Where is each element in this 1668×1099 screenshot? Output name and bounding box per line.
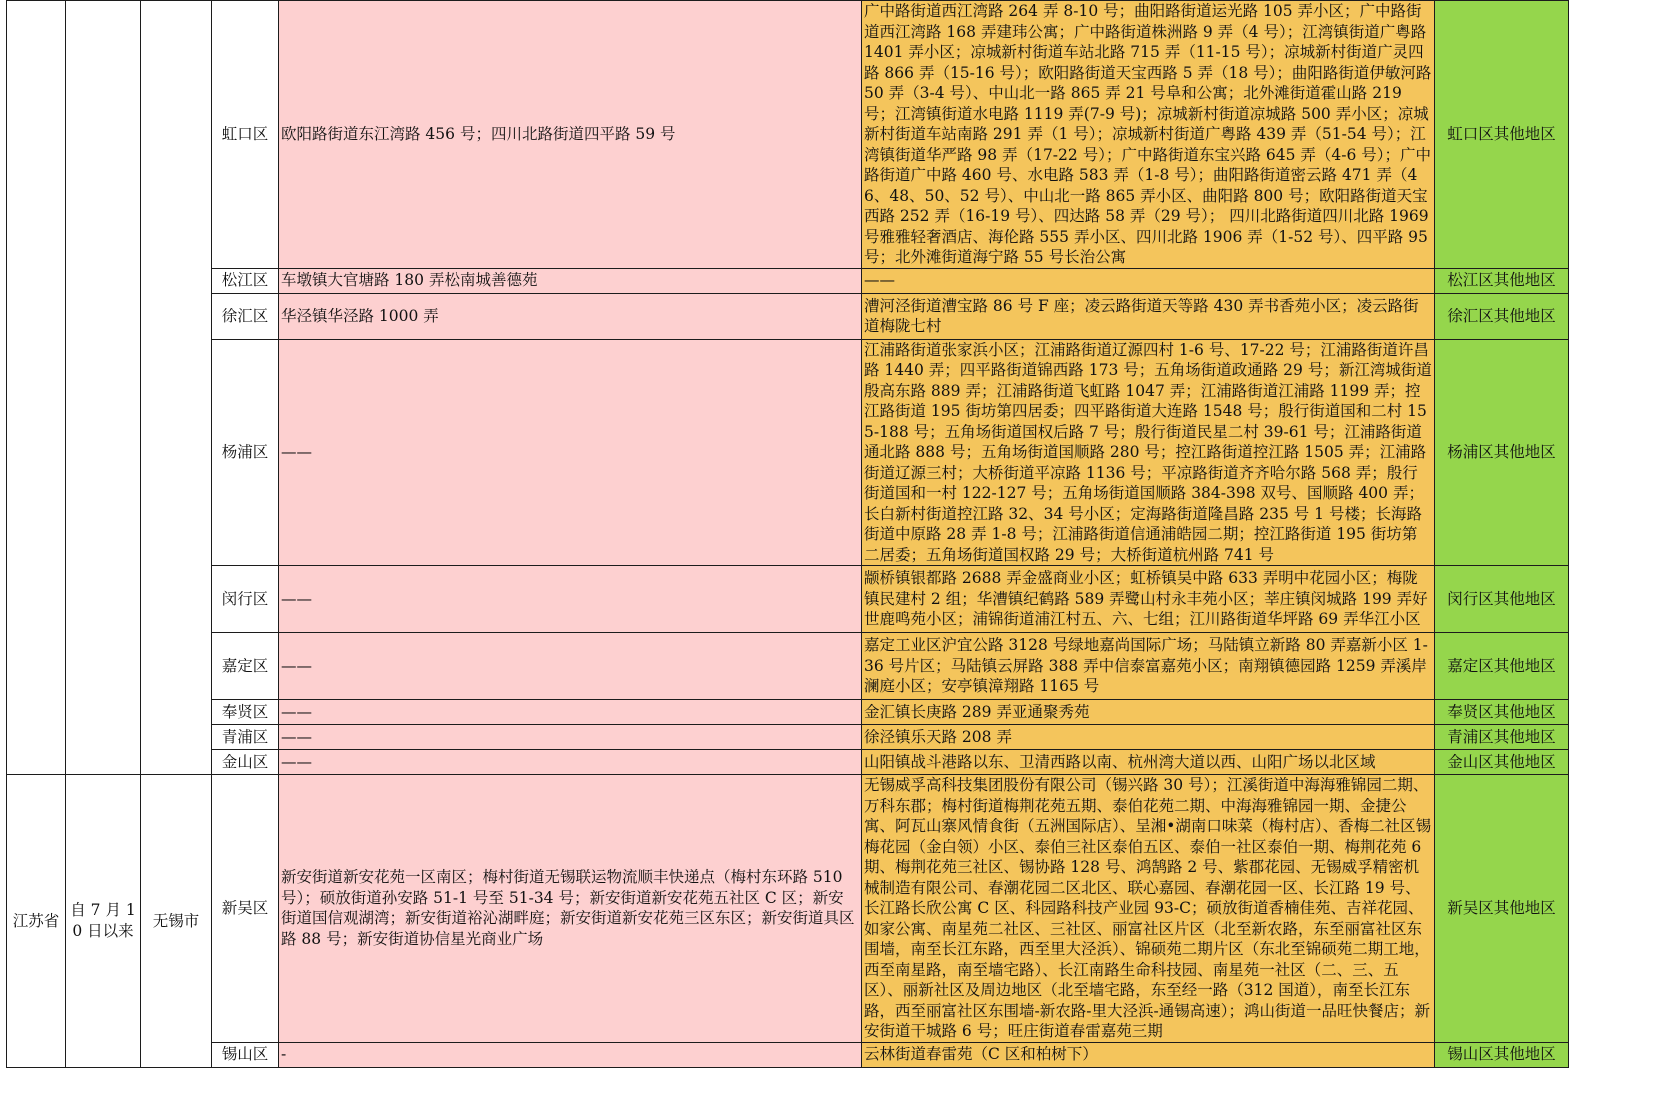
period-cell: 自 7 月 10 日以来 <box>66 775 141 1068</box>
medium-risk-cell: —— <box>279 725 862 750</box>
medium-risk-cell: —— <box>279 566 862 633</box>
other-area-cell: 虹口区其他地区 <box>1435 1 1569 269</box>
other-area-cell: 徐汇区其他地区 <box>1435 293 1569 339</box>
other-area-cell: 嘉定区其他地区 <box>1435 633 1569 700</box>
city-cell <box>141 1 212 775</box>
risk-area-table <box>6 0 1569 1068</box>
district-cell: 新吴区 <box>212 775 279 1043</box>
table-row <box>7 293 1569 339</box>
other-area-cell: 松江区其他地区 <box>1435 268 1569 293</box>
low-risk-cell: 嘉定工业区沪宜公路 3128 号绿地嘉尚国际广场；马陆镇立新路 80 弄嘉新小区 1-36 号片区；马陆镇云屏路 388 弄中信泰富嘉苑小区；南翔镇德园路 1259 弄溪岸澜庭小区；安亭镇漳翔路 1165 号 <box>862 633 1435 700</box>
table-row <box>7 700 1569 725</box>
medium-risk-cell: 车墩镇大官塘路 180 弄松南城善德苑 <box>279 268 862 293</box>
medium-risk-cell: —— <box>279 339 862 566</box>
district-cell: 徐汇区 <box>212 293 279 339</box>
low-risk-cell: 徐泾镇乐天路 208 弄 <box>862 725 1435 750</box>
medium-risk-cell: —— <box>279 750 862 775</box>
medium-risk-cell: 新安街道新安花苑一区南区；梅村街道无锡联运物流顺丰快递点（梅村东环路 510 号）；硕放街道孙安路 51-1 号至 51-34 号；新安街道新安花苑五社区 C 区；新安街道国信观湖湾；新安街道裕沁湖畔庭；新安街道新安花苑三区东区；新安街道具区路 88 号；新安街道协信星光商业广场 <box>279 775 862 1043</box>
district-cell: 金山区 <box>212 750 279 775</box>
other-area-cell: 奉贤区其他地区 <box>1435 700 1569 725</box>
other-area-cell: 锡山区其他地区 <box>1435 1042 1569 1067</box>
city-cell: 无锡市 <box>141 775 212 1068</box>
district-cell: 奉贤区 <box>212 700 279 725</box>
low-risk-cell: 漕河泾街道漕宝路 86 号 F 座；凌云路街道天等路 430 弄书香苑小区；凌云路街道梅陇七村 <box>862 293 1435 339</box>
medium-risk-cell: 欧阳路街道东江湾路 456 号；四川北路街道四平路 59 号 <box>279 1 862 269</box>
medium-risk-cell: —— <box>279 633 862 700</box>
table-row <box>7 566 1569 633</box>
low-risk-cell: 无锡威孚高科技集团股份有限公司（锡兴路 30 号）；江溪街道中海海雅锦园二期、万科东郡；梅村街道梅荆花苑五期、泰伯花苑二期、中海海雅锦园一期、金捷公寓、阿瓦山寨风情食街（五洲国际店）、呈湘•湖南口味菜（梅村店）、香梅二社区锡梅花园（金白领）小区、泰伯三社区泰伯五区、泰伯一社区泰伯一期、梅荆花苑 6 期、梅荆花苑三社区、锡协路 128 号、鸿鹄路 2 号、紫郡花园、无锡威孚精密机械制造有限公司、春潮花园二区北区、联心嘉园、春潮花园一区、长江路 19 号、长江路长欣公寓 C 区、科园路科技产业园 93-C；硕放街道香楠佳苑、吉祥花园、如家公寓、南星苑二社区、三社区、丽富社区片区（北至新农路，东至丽富社区东围墙，南至长江东路，西至里大泾浜）、锦硕苑二期片区（东北至锦硕苑二期工地，西至南星路，南至墙宅路）、长江南路生命科技园、南星苑一社区（二、三、五区）、丽新社区及周边地区（北至墙宅路，东至经一路（312 国道），南至长江东路，西至丽富社区东围墙-新农路-里大泾浜-通锡高速）；鸿山街道一品旺快餐店；新安街道干城路 6 号；旺庄街道春雷嘉苑三期 <box>862 775 1435 1043</box>
medium-risk-cell: - <box>279 1042 862 1067</box>
province-cell <box>7 1 66 775</box>
table-row <box>7 750 1569 775</box>
district-cell: 松江区 <box>212 268 279 293</box>
table-row <box>7 268 1569 293</box>
table-row <box>7 725 1569 750</box>
district-cell: 嘉定区 <box>212 633 279 700</box>
table-row <box>7 633 1569 700</box>
other-area-cell: 杨浦区其他地区 <box>1435 339 1569 566</box>
district-cell: 闵行区 <box>212 566 279 633</box>
district-cell: 锡山区 <box>212 1042 279 1067</box>
other-area-cell: 闵行区其他地区 <box>1435 566 1569 633</box>
other-area-cell: 金山区其他地区 <box>1435 750 1569 775</box>
low-risk-cell: 江浦路街道张家浜小区；江浦路街道辽源四村 1-6 号、17-22 号；江浦路街道许昌路 1440 弄；四平路街道锦西路 173 号；五角场街道政通路 29 号；新江湾城街道殷高东路 889 弄；江浦路街道飞虹路 1047 弄；江浦路街道江浦路 1199 弄；控江路街道 195 街坊第四居委；四平路街道大连路 1548 号；殷行街道国和二村 155-188 号；五角场街道国权后路 7 号；殷行街道民星二村 39-61 号；江浦路街道通北路 888 号；五角场街道国顺路 280 号；控江路街道控江路 1505 弄；江浦路街道辽源三村；大桥街道平凉路 1136 号；平凉路街道齐齐哈尔路 568 弄；殷行街道国和一村 122-127 号；五角场街道国顺路 384-398 双号、国顺路 400 弄；长白新村街道控江路 32、34 号小区；定海路街道隆昌路 235 号 1 号楼；长海路街道中原路 28 弄 1-8 号；江浦路街道信通浦皓园二期；控江路街道 195 街坊第二居委；五角场街道国权路 29 号；大桥街道杭州路 741 号 <box>862 339 1435 566</box>
low-risk-cell: 颛桥镇银都路 2688 弄金盛商业小区；虹桥镇吴中路 633 弄明中花园小区；梅陇镇民建村 2 组；华漕镇纪鹤路 589 弄鹭山村永丰苑小区；莘庄镇闵城路 199 弄好世鹿鸣苑小区；浦锦街道浦江村五、六、七组；江川路街道华坪路 69 弄华江小区 <box>862 566 1435 633</box>
period-cell <box>66 1 141 775</box>
table-row <box>7 1042 1569 1067</box>
low-risk-cell: 广中路街道西江湾路 264 弄 8-10 号；曲阳路街道运光路 105 弄小区；广中路街道西江湾路 168 弄建玮公寓；广中路街道株洲路 9 弄（4 号）；江湾镇街道广粤路 1401 弄小区；凉城新村街道车站北路 715 弄（11-15 号）；凉城新村街道广灵四路 866 弄（15-16 号）；欧阳路街道天宝西路 5 弄（18 号）；曲阳路街道伊敏河路 50 弄（3-4 号）、中山北一路 865 弄 21 号阜和公寓；北外滩街道霍山路 219 号；江湾镇街道水电路 1119 弄(7-9 号)；凉城新村街道凉城路 500 弄小区；凉城新村街道车站南路 291 弄（1 号）；凉城新村街道广粤路 439 弄（51-54 号）；江湾镇街道华严路 98 弄（17-22 号）；广中路街道东宝兴路 645 弄（4-6 号）；广中路街道广中路 460 号、水电路 583 弄（1-8 号）；曲阳路街道密云路 471 弄（46、48、50、52 号）、中山北一路 865 弄小区、曲阳路 800 号；欧阳路街道天宝西路 252 弄（16-19 号）、四达路 58 弄（29 号）； 四川北路街道四川北路 1969 号雅雅轻奢酒店、海伦路 555 弄小区、四川北路 1906 弄（1-52 号）、四平路 95 号；北外滩街道海宁路 55 号长治公寓 <box>862 1 1435 269</box>
other-area-cell: 青浦区其他地区 <box>1435 725 1569 750</box>
district-cell: 杨浦区 <box>212 339 279 566</box>
table-row <box>7 339 1569 566</box>
other-area-cell: 新吴区其他地区 <box>1435 775 1569 1043</box>
district-cell: 虹口区 <box>212 1 279 269</box>
province-cell: 江苏省 <box>7 775 66 1068</box>
low-risk-cell: 云林街道春雷苑（C 区和柏树下） <box>862 1042 1435 1067</box>
low-risk-cell: 金汇镇长庚路 289 弄亚通聚秀苑 <box>862 700 1435 725</box>
medium-risk-cell: 华泾镇华泾路 1000 弄 <box>279 293 862 339</box>
table-row <box>7 1 1569 269</box>
low-risk-cell: —— <box>862 268 1435 293</box>
medium-risk-cell: —— <box>279 700 862 725</box>
district-cell: 青浦区 <box>212 725 279 750</box>
low-risk-cell: 山阳镇战斗港路以东、卫清西路以南、杭州湾大道以西、山阳广场以北区域 <box>862 750 1435 775</box>
table-row <box>7 775 1569 1043</box>
